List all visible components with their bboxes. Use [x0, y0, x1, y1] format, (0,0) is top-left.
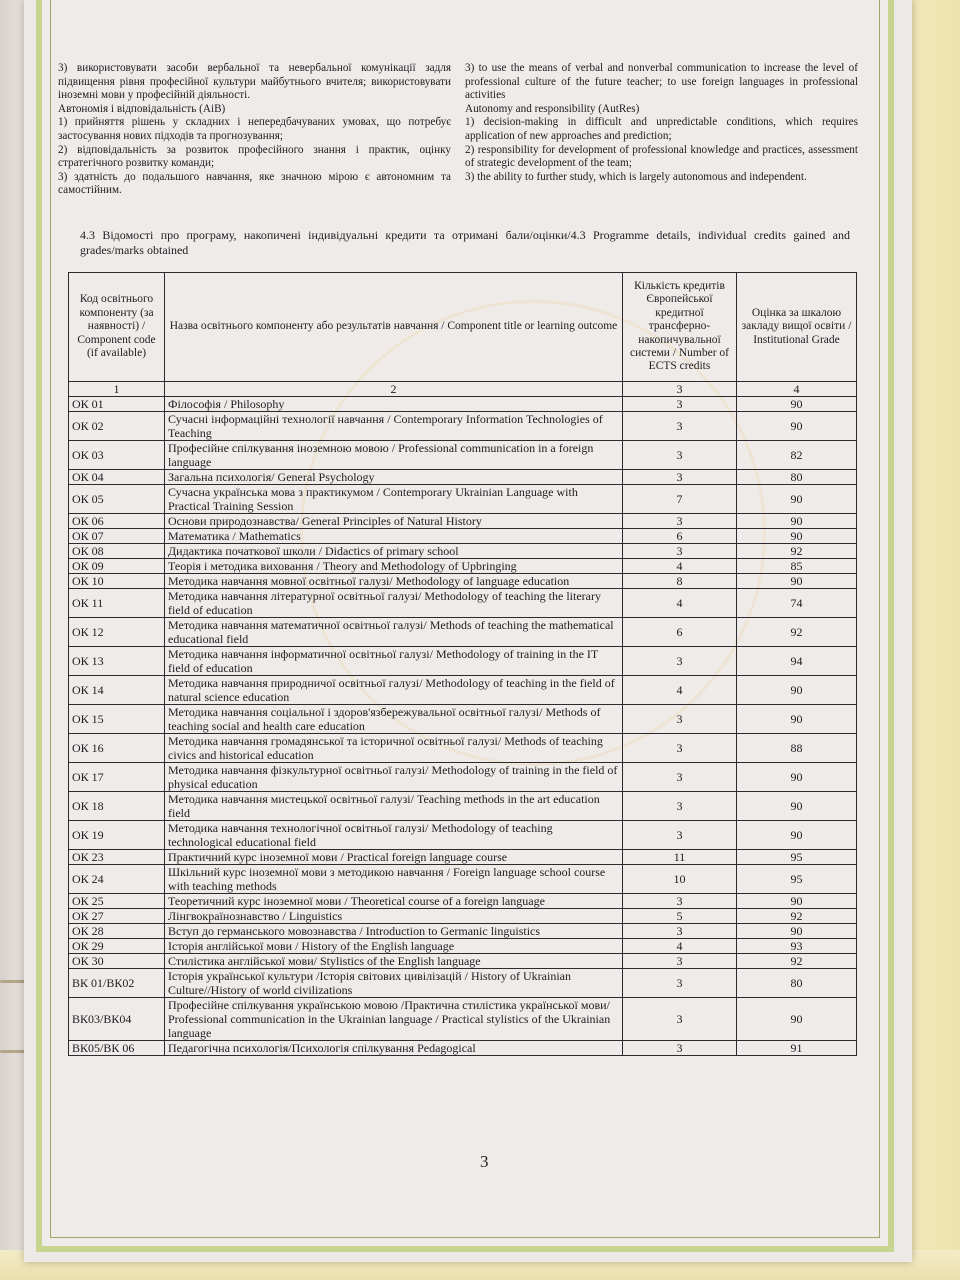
header-title: Назва освітнього компоненту або результатів навчання / Component title or learning outcome: [165, 272, 623, 381]
component-title: Дидактика початкової школи / Didactics of primary school: [165, 543, 623, 558]
autonomy-item-1-en: 1) decision-making in difficult and unpredictable conditions, which requires application of new approaches and prediction;: [465, 116, 858, 142]
table-row: [69, 908, 857, 923]
competences-ukrainian: [58, 62, 451, 198]
ects-credits: 3: [623, 704, 737, 733]
component-code: ОК 27: [69, 908, 165, 923]
ects-credits: 10: [623, 864, 737, 893]
ects-credits: 3: [623, 968, 737, 997]
component-code: ОК 07: [69, 528, 165, 543]
table-row: [69, 528, 857, 543]
component-code: ОК 05: [69, 484, 165, 513]
table-body: [69, 396, 857, 1055]
ects-credits: 4: [623, 938, 737, 953]
institutional-grade: 90: [737, 923, 857, 938]
institutional-grade: 94: [737, 646, 857, 675]
component-title: Історія англійської мови / History of the English language: [165, 938, 623, 953]
institutional-grade: 90: [737, 704, 857, 733]
autonomy-title-uk: Автономія і відповідальність (АіВ): [58, 102, 226, 115]
table-row: [69, 675, 857, 704]
institutional-grade: 80: [737, 968, 857, 997]
index-cell: 2: [165, 381, 623, 396]
component-code: ОК 14: [69, 675, 165, 704]
institutional-grade: 95: [737, 849, 857, 864]
header-code: Код освітнього компоненту (за наявності) / Component code (if available): [69, 272, 165, 381]
component-title: Методика навчання інформатичної освітньої галузі/ Methodology of training in the IT field of education: [165, 646, 623, 675]
institutional-grade: 74: [737, 588, 857, 617]
component-title: Професійне спілкування іноземною мовою / Professional communication in a foreign language: [165, 440, 623, 469]
ects-credits: 3: [623, 411, 737, 440]
institutional-grade: 92: [737, 908, 857, 923]
table-row: [69, 953, 857, 968]
component-code: ОК 16: [69, 733, 165, 762]
component-code: ОК 28: [69, 923, 165, 938]
table-row: [69, 791, 857, 820]
component-code: ОК 19: [69, 820, 165, 849]
autonomy-item-1-uk: 1) прийняття рішень у складних і непередбачуваних умовах, що потребує застосування нових підходів та прогнозування;: [58, 116, 451, 142]
component-code: ОК 03: [69, 440, 165, 469]
ects-credits: 6: [623, 528, 737, 543]
index-cell: 1: [69, 381, 165, 396]
institutional-grade: 90: [737, 675, 857, 704]
component-title: Стилістика англійської мови/ Stylistics of the English language: [165, 953, 623, 968]
component-code: ВК 01/ВК02: [69, 968, 165, 997]
autonomy-item-3-uk: 3) здатність до подальшого навчання, яке значною мірою є автономним та самостійним.: [58, 170, 451, 197]
component-code: ОК 01: [69, 396, 165, 411]
component-title: Методика навчання літературної освітньої галузі/ Methodology of teaching the literary field of education: [165, 588, 623, 617]
table-row: [69, 968, 857, 997]
ects-credits: 4: [623, 558, 737, 573]
table-row: [69, 646, 857, 675]
page-content: [58, 62, 858, 1056]
table-row: [69, 820, 857, 849]
ects-credits: 5: [623, 908, 737, 923]
component-code: ОК 10: [69, 573, 165, 588]
institutional-grade: 92: [737, 953, 857, 968]
component-title: Сучасна українська мова з практикумом / Contemporary Ukrainian Language with Practical Training Session: [165, 484, 623, 513]
ects-credits: 3: [623, 820, 737, 849]
component-code: ОК 12: [69, 617, 165, 646]
institutional-grade: 90: [737, 893, 857, 908]
table-row: [69, 484, 857, 513]
institutional-grade: 95: [737, 864, 857, 893]
component-title: Загальна психологія/ General Psychology: [165, 469, 623, 484]
ects-credits: 3: [623, 923, 737, 938]
autonomy-title-en: Autonomy and responsibility (AutRes): [465, 102, 640, 115]
header-grade: Оцінка за шкалою закладу вищої освіти / Institutional Grade: [737, 272, 857, 381]
component-code: ОК 06: [69, 513, 165, 528]
autonomy-item-2-uk: 2) відповідальність за розвиток професійного знання і практик, оцінку стратегічного розвитку команди;: [58, 143, 451, 170]
component-code: ОК 23: [69, 849, 165, 864]
ects-credits: 3: [623, 893, 737, 908]
component-code: ОК 29: [69, 938, 165, 953]
component-title: Методика навчання технологічної освітньої галузі/ Methodology of teaching technological educational field: [165, 820, 623, 849]
ects-credits: 4: [623, 588, 737, 617]
ects-credits: 3: [623, 513, 737, 528]
component-code: ОК 25: [69, 893, 165, 908]
component-title: Методика навчання природничої освітньої галузі/ Methodology of teaching in the field of natural science education: [165, 675, 623, 704]
ects-credits: 3: [623, 646, 737, 675]
competence-item-3-en: 3) to use the means of verbal and nonverbal communication to increase the level of professional culture of the future teacher; to use foreign languages in professional activities: [465, 62, 858, 102]
component-title: Методика навчання мовної освітньої галузі/ Methodology of language education: [165, 573, 623, 588]
page-number: 3: [480, 1152, 489, 1171]
component-title: Вступ до германського мовознавства / Introduction to Germanic linguistics: [165, 923, 623, 938]
table-index-row: [69, 381, 857, 396]
component-title: Сучасні інформаційні технології навчання / Contemporary Information Technologies of Teaching: [165, 411, 623, 440]
table-row: [69, 733, 857, 762]
component-code: ОК 04: [69, 469, 165, 484]
ects-credits: 4: [623, 675, 737, 704]
ects-credits: 3: [623, 440, 737, 469]
institutional-grade: 90: [737, 528, 857, 543]
table-row: [69, 997, 857, 1040]
table-row: [69, 849, 857, 864]
institutional-grade: 88: [737, 733, 857, 762]
component-code: ОК 24: [69, 864, 165, 893]
component-code: ОК 18: [69, 791, 165, 820]
institutional-grade: 90: [737, 791, 857, 820]
institutional-grade: 90: [737, 411, 857, 440]
index-cell: 4: [737, 381, 857, 396]
table-row: [69, 938, 857, 953]
ects-credits: 3: [623, 469, 737, 484]
component-title: Лінгвокраїнознавство / Linguistics: [165, 908, 623, 923]
component-code: ВК05/ВК 06: [69, 1040, 165, 1055]
table-row: [69, 864, 857, 893]
ects-credits: 7: [623, 484, 737, 513]
institutional-grade: 85: [737, 558, 857, 573]
component-title: Методика навчання громадянської та історичної освітньої галузі/ Methods of teaching civics and historical education: [165, 733, 623, 762]
table-row: [69, 573, 857, 588]
ects-credits: 3: [623, 953, 737, 968]
institutional-grade: 90: [737, 573, 857, 588]
component-title: Практичний курс іноземної мови / Practical foreign language course: [165, 849, 623, 864]
institutional-grade: 90: [737, 484, 857, 513]
component-code: ОК 13: [69, 646, 165, 675]
institutional-grade: 93: [737, 938, 857, 953]
institutional-grade: 90: [737, 762, 857, 791]
table-row: [69, 396, 857, 411]
component-code: ОК 17: [69, 762, 165, 791]
ects-credits: 3: [623, 733, 737, 762]
competence-item-3-uk: 3) використовувати засоби вербальної та невербальної комунікації задля підвищення рівня професійної культури майбутнього вчителя; використовувати іноземні мови у професійній діяльності.: [58, 62, 451, 102]
table-row: [69, 558, 857, 573]
table-row: [69, 543, 857, 558]
component-code: ОК 02: [69, 411, 165, 440]
header-credits: Кількість кредитів Європейської кредитної трансферно-накопичувальної системи / Number of ECTS credits: [623, 272, 737, 381]
table-header-row: [69, 272, 857, 381]
ects-credits: 3: [623, 543, 737, 558]
ects-credits: 8: [623, 573, 737, 588]
institutional-grade: 80: [737, 469, 857, 484]
component-code: ОК 15: [69, 704, 165, 733]
ects-credits: 3: [623, 762, 737, 791]
institutional-grade: 90: [737, 513, 857, 528]
ects-credits: 3: [623, 1040, 737, 1055]
table-row: [69, 513, 857, 528]
component-title: Основи природознавства/ General Principles of Natural History: [165, 513, 623, 528]
ects-credits: 6: [623, 617, 737, 646]
ects-credits: 11: [623, 849, 737, 864]
component-code: ОК 09: [69, 558, 165, 573]
autonomy-item-2-en: 2) responsibility for development of professional knowledge and practices, assessment of strategic development of the team;: [465, 143, 858, 170]
table-row: [69, 704, 857, 733]
component-code: ОК 30: [69, 953, 165, 968]
grades-table: [68, 272, 857, 1056]
section-heading: 4.3 Відомості про програму, накопичені індивідуальні кредити та отримані бали/оцінки/4.3 Programme details, individual credits gained and grades/marks obtained: [80, 227, 850, 257]
autonomy-item-3-en: 3) the ability to further study, which is largely autonomous and independent.: [465, 170, 807, 183]
ects-credits: 3: [623, 997, 737, 1040]
index-cell: 3: [623, 381, 737, 396]
institutional-grade: 92: [737, 617, 857, 646]
table-row: [69, 588, 857, 617]
institutional-grade: 82: [737, 440, 857, 469]
component-title: Методика навчання соціальної і здоров'язбережувальної освітньої галузі/ Methods of teaching social and health care education: [165, 704, 623, 733]
component-code: ВК03/ВК04: [69, 997, 165, 1040]
component-code: ОК 08: [69, 543, 165, 558]
ects-credits: 3: [623, 791, 737, 820]
component-title: Педагогічна психологія/Психологія спілкування Pedagogical: [165, 1040, 623, 1055]
component-title: Методика навчання мистецької освітньої галузі/ Teaching methods in the art education field: [165, 791, 623, 820]
table-row: [69, 762, 857, 791]
component-title: Методика навчання фізкультурної освітньої галузі/ Methodology of training in the field of physical education: [165, 762, 623, 791]
table-row: [69, 617, 857, 646]
component-title: Теорія і методика виховання / Theory and Methodology of Upbringing: [165, 558, 623, 573]
component-title: Філософія / Philosophy: [165, 396, 623, 411]
component-title: Шкільний курс іноземної мови з методикою навчання / Foreign language school course with teaching methods: [165, 864, 623, 893]
table-row: [69, 923, 857, 938]
institutional-grade: 90: [737, 396, 857, 411]
component-code: ОК 11: [69, 588, 165, 617]
table-row: [69, 469, 857, 484]
component-title: Професійне спілкування українською мовою /Практична стилістика української мови/ Professional communication in the Ukrainian language / Practical stylistics of the Ukrainian language: [165, 997, 623, 1040]
institutional-grade: 90: [737, 997, 857, 1040]
table-row: [69, 411, 857, 440]
component-title: Математика / Mathematics: [165, 528, 623, 543]
institutional-grade: 91: [737, 1040, 857, 1055]
component-title: Історія української культури /Історія світових цивілізацій / History of Ukrainian Culture//History of world civilizations: [165, 968, 623, 997]
table-row: [69, 893, 857, 908]
table-row: [69, 440, 857, 469]
competences-english: [465, 62, 858, 198]
component-title: Методика навчання математичної освітньої галузі/ Methods of teaching the mathematical educational field: [165, 617, 623, 646]
competences-block: [58, 62, 858, 198]
institutional-grade: 92: [737, 543, 857, 558]
ects-credits: 3: [623, 396, 737, 411]
table-row: [69, 1040, 857, 1055]
component-title: Теоретичний курс іноземної мови / Theoretical course of a foreign language: [165, 893, 623, 908]
institutional-grade: 90: [737, 820, 857, 849]
